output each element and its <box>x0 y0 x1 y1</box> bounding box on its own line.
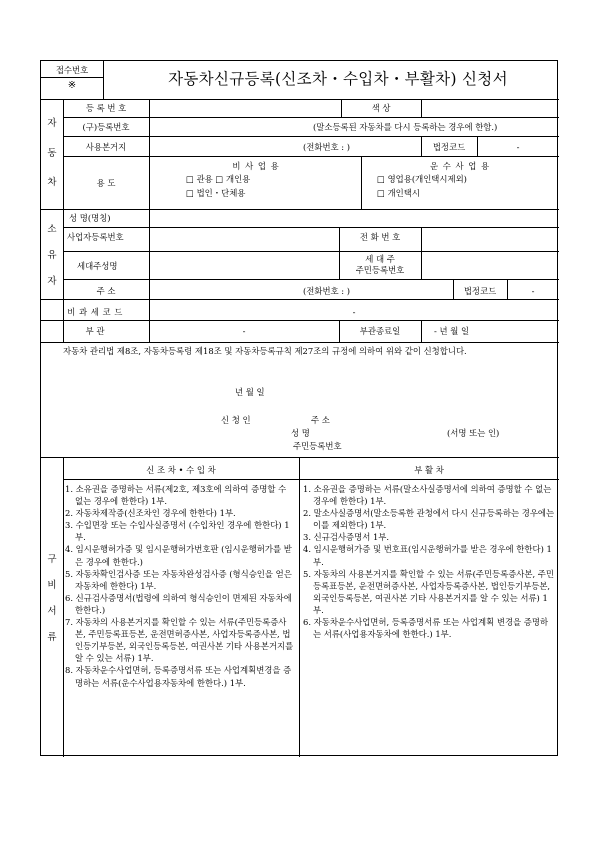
old-reg-number-field[interactable] <box>151 119 301 134</box>
owner-name-field[interactable] <box>151 211 557 225</box>
old-reg-number-label: (구)등록번호 <box>82 122 130 132</box>
householder-id-field[interactable] <box>423 253 557 277</box>
docs-left-list <box>65 483 295 689</box>
application-date[interactable]: 년 월 일 <box>235 387 265 397</box>
docs-left-item-3: 3. 수입면장 또는 수입사실증명서 (수입차인 경우에 한한다) 1부. <box>65 520 290 543</box>
owner-legal-code-dash: - <box>531 286 535 296</box>
reg-number-label: 등 록 번 호 <box>85 103 127 113</box>
attachment-dash[interactable]: - <box>242 326 246 336</box>
docs-right-list <box>303 483 555 640</box>
docs-side-char-3: 서 <box>47 606 57 617</box>
owner-side-char-2: 유 <box>47 250 57 261</box>
non-business-option-1[interactable]: □ 관용 □ 개인용 <box>186 174 251 184</box>
usage-label: 용 도 <box>96 178 116 188</box>
attachment-end-label: 부관종료일 <box>359 326 401 336</box>
receipt-number-label: 접수번호 <box>55 65 89 75</box>
householder-id-label-1: 세 대 주 <box>365 254 395 264</box>
color-label: 색 상 <box>371 103 391 113</box>
owner-legal-code-label: 법정코드 <box>463 286 497 296</box>
car-side-char-2: 동 <box>47 148 57 159</box>
docs-left-item-8: 8. 자동차운수사업면허, 등록증명서류 또는 사업계획변경을 증명하는 서류(운수사업용자동차에 한한다.) 1부. <box>65 665 292 688</box>
docs-right-header: 부 활 차 <box>414 465 444 475</box>
applicant-sign-note[interactable]: (서명 또는 인) <box>447 428 500 438</box>
old-reg-number-note: (말소등록된 자동차를 다시 등록하는 경우에 한함.) <box>313 122 498 132</box>
docs-right-item-6: 6. 자동차운수사업면허, 등록증명서류 또는 사업계획 변경을 증명하는 서류(사업용자동차에 한한다.) 1부. <box>303 617 549 640</box>
attachment-label: 부 관 <box>85 326 105 336</box>
docs-right-item-1: 1. 소유권을 증명하는 서류(말소사실증명서에 의하여 증명할 수 없는 경우에 한한다) 1부. <box>303 484 552 507</box>
docs-right-item-4: 4. 임시운행허가증 및 번호표(임시운행허가를 받은 경우에 한한다) 1부. <box>303 544 552 567</box>
docs-right-item-2: 2. 말소사실증명서(말소등록한 관청에서 다시 신규등록하는 경우에는 이를 제외한다) 1부. <box>303 508 555 531</box>
non-business-title: 비 사 업 용 <box>232 161 280 171</box>
base-location-label: 사용본거지 <box>85 142 127 152</box>
statement-text: 자동차 관리법 제8조, 자동차등록령 제18조 및 자동차등록규칙 제27조의 규정에 의하여 위와 같이 신청합니다. <box>63 346 467 356</box>
docs-left-item-5: 5. 자동차확인검사증 또는 자동차완성검사증 (형식승인을 얻은 자동차에 한한다) 1부. <box>65 568 292 591</box>
docs-side-char-1: 구 <box>47 554 57 565</box>
receipt-mark: ※ <box>67 80 77 91</box>
owner-side-char-1: 소 <box>47 224 57 235</box>
householder-id-label-2: 주민등록번호 <box>355 265 405 275</box>
owner-phone-label: (전화번호 : ) <box>303 286 351 296</box>
business-option-2[interactable]: □ 개인택시 <box>377 188 420 198</box>
owner-address-field[interactable] <box>151 281 299 297</box>
color-field[interactable] <box>423 101 557 115</box>
biz-reg-number-field[interactable] <box>151 229 337 249</box>
non-business-option-2[interactable]: □ 법인・단체용 <box>186 188 246 198</box>
business-option-1[interactable]: □ 영업용(개인택시제외) <box>377 174 467 184</box>
applicant-name-label: 성 명 <box>291 428 310 438</box>
car-side-char-1: 자 <box>47 118 57 129</box>
car-phone-label: (전화번호 : ) <box>303 142 351 152</box>
docs-left-item-4: 4. 임시운행허가증 및 임시운행허가번호판 (임시운행허가를 받은 경우에 한한다.) <box>65 544 292 567</box>
docs-left-item-1: 1. 소유권을 증명하는 서류(제2호, 제3호에 의하여 증명할 수 없는 경우에 한한다) 1부. <box>65 484 287 507</box>
owner-address-label: 주 소 <box>96 286 116 296</box>
car-legal-code-label: 법정코드 <box>432 142 466 152</box>
applicant-id-label: 주민등록번호 <box>293 441 342 451</box>
owner-tel-field[interactable] <box>423 229 557 249</box>
car-side-char-3: 차 <box>47 177 57 188</box>
owner-name-label: 성 명(명칭) <box>69 213 111 223</box>
tax-exempt-code-dash[interactable]: - <box>352 307 356 317</box>
attachment-end-date[interactable]: - 년 월 일 <box>434 326 470 336</box>
docs-right-item-3: 3. 신규검사증명서 1부. <box>303 532 390 543</box>
base-location-field[interactable] <box>151 138 299 154</box>
application-form <box>40 60 558 756</box>
page-title: 자동차신규등록(신조차・수입차・부활차) 신청서 <box>168 70 508 88</box>
owner-tel-label: 전 화 번 호 <box>359 232 401 242</box>
reg-number-field[interactable] <box>151 101 341 115</box>
business-title: 운 수 사 업 용 <box>429 161 491 171</box>
applicant-address-label: 주 소 <box>311 415 330 425</box>
householder-name-field[interactable] <box>151 253 337 277</box>
applicant-label: 신 청 인 <box>221 415 251 425</box>
car-legal-code-dash: - <box>516 142 520 152</box>
householder-name-label: 세대주성명 <box>77 261 118 271</box>
biz-reg-number-label: 사업자등록번호 <box>67 232 124 242</box>
docs-left-item-6: 6. 신규검사증명서(법령에 의하여 형식승인이 면제된 자동차에 한한다.) <box>65 592 292 615</box>
owner-side-char-3: 자 <box>47 276 57 287</box>
tax-exempt-code-label: 비 과 세 코 드 <box>67 307 123 317</box>
docs-left-header: 신 조 차 • 수 입 차 <box>146 465 216 475</box>
docs-left-item-7: 7. 자동차의 사용본거지를 확인할 수 있는 서류(주민등록증사본, 주민등록표등본, 운전면허증사본, 사업자등록증사본, 법인등기부등본, 외국인등록등본, 여권사본 기타 사용본거지를 알 수 있는 서류) 1부. <box>65 617 294 664</box>
docs-side-char-4: 류 <box>47 632 57 643</box>
docs-right-item-5: 5. 자동차의 사용본거지를 확인할 수 있는 서류(주민등록증사본, 주민등록표등본, 운전면허증사본, 사업자등록증사본, 법인등기부등본, 외국인등록등본, 여권사본 기타 사용본거지를 알 수 있는 서류) 1부. <box>303 568 554 615</box>
docs-side-char-2: 비 <box>47 580 57 591</box>
docs-left-item-2: 2. 자동차제작증(신조차인 경우에 한한다) 1부. <box>65 508 236 519</box>
